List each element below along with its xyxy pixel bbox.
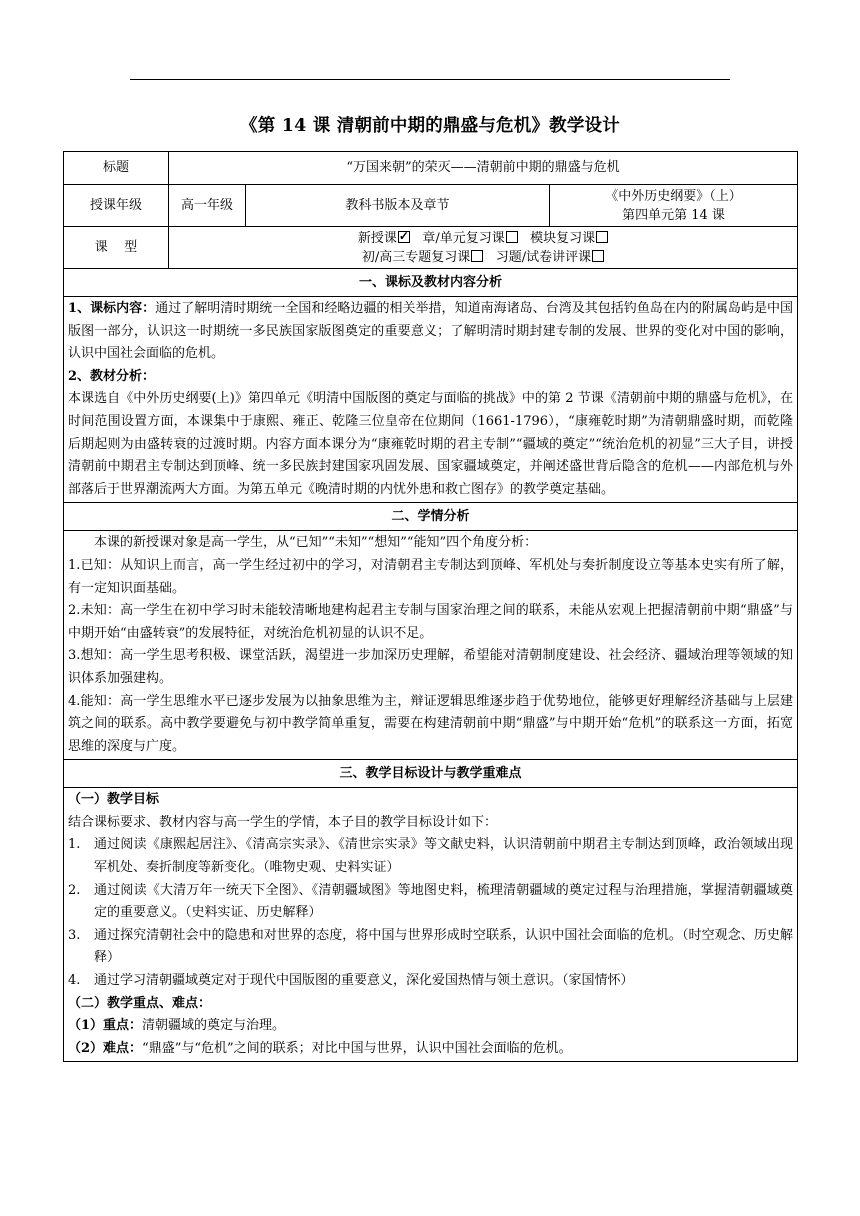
checkbox-icon[interactable] (506, 231, 518, 243)
goal-number: 2. (68, 882, 81, 898)
section3-body-row (64, 788, 798, 1062)
textbook-analysis-label: 2、教材分析： (68, 368, 156, 384)
difficulty-line (68, 1038, 793, 1061)
goal-item (68, 970, 793, 993)
textbook-analysis-text: 本课选自《中外历史纲要(上)》第四单元《明清中国版图的奠定与面临的挑战》中的第 2 节课《清朝前中期的鼎盛与危机》，在时间范围设置方面，本课集中于康熙、雍正、乾隆三位皇帝在位期间（1661-1796），“康雍乾时期”为清朝鼎盛时期，而乾隆后期起则为由盛转衰的过渡时期。内容方面本课分为“康雍乾时期的君主专制”“疆域的奠定”“统治危机的初显”三大子目，讲授清朝前中期君主专制达到顶峰、统一多民族封建国家巩固发展、国家疆域奠定，并阐述盛世背后隐含的危机——内部危机与外部落后于世界潮流两大方面。为第五单元《晚清时期的内忧外患和救亡图存》的教学奠定基础。 (68, 391, 794, 497)
section1-heading: 一、课标及教材内容分析 (64, 269, 798, 297)
key-points-subheading: （二）教学重点、难点： (68, 995, 212, 1011)
grade-label: 授课年级 (64, 185, 169, 227)
goal-text: 通过探究清朝社会中的隐患和对世界的态度，将中国与世界形成时空联系，认识中国社会面临的危机。（时空观念、历史解释） (94, 927, 794, 966)
title-value: “万国来朝”的荣灭——清朝前中期的鼎盛与危机 (169, 152, 798, 185)
section2-heading-row (64, 503, 798, 531)
goals-intro: 结合课标要求、教材内容与高一学生的学情，本子目的教学目标设计如下： (68, 814, 498, 830)
difficulty-text: “鼎盛”与“危机”之间的联系；对比中国与世界，认识中国社会面临的危机。 (142, 1040, 572, 1056)
type-option-topic-review: 初/高三专题复习课 (361, 249, 471, 265)
goals-subheading: （一）教学目标 (68, 792, 160, 808)
type-option-new: 新授课 (357, 230, 397, 246)
textbook-line-2: 第四单元第 14 课 (622, 207, 725, 223)
goal-number: 1. (68, 837, 81, 853)
lesson-plan-table (63, 151, 798, 1062)
header-rule (130, 79, 730, 80)
section2-body-row (64, 531, 798, 760)
key-point-label: （1）重点： (68, 1018, 143, 1034)
learner-intro: 本课的新授课对象是高一学生，从“已知”“未知”“想知”“能知”四个角度分析： (94, 535, 538, 551)
goal-number: 4. (68, 973, 81, 989)
curriculum-text: 通过了解明清时期统一全国和经略边疆的相关举措，知道南海诸岛、台湾及其包括钓鱼岛在内的附属岛屿是中国版图一部分，认识这一时期统一多民族国家版图奠定的重要意义；了解明清时期封建专制的发展、世界的变化对中国的影响，认识中国社会面临的危机。 (68, 301, 794, 362)
type-option-exercise-review: 习题/试卷讲评课 (495, 249, 592, 265)
key-point-line (68, 1015, 793, 1038)
learner-item-want: 3.想知：高一学生思考积极、课堂活跃，渴望进一步加深历史理解，希望能对清朝制度建设、社会经济、疆域治理等领域的知识体系加强建构。 (68, 648, 794, 686)
checkbox-icon[interactable] (471, 250, 483, 262)
title-row (64, 152, 798, 185)
title-label: 标题 (64, 152, 169, 185)
goal-number: 3. (68, 927, 81, 943)
goal-item (68, 834, 793, 879)
goal-text: 通过学习清朝疆域奠定对于现代中国版图的重要意义，深化爱国热情与领土意识。（家国情怀） (94, 973, 634, 989)
key-point-text: 清朝疆域的奠定与治理。 (142, 1018, 286, 1034)
checkbox-checked-icon[interactable] (398, 231, 410, 243)
textbook-value (550, 185, 798, 227)
learner-item-known: 1.已知：从知识上而言，高一学生经过初中的学习，对清朝君主专制达到顶峰、军机处与奏折制度设立等基本史实有所了解，有一定知识面基础。 (68, 557, 794, 596)
difficulty-label: （2）难点： (68, 1040, 143, 1056)
section3-heading: 三、教学目标设计与教学重难点 (64, 760, 798, 788)
checkbox-icon[interactable] (592, 250, 604, 262)
learner-item-unknown: 2.未知：高一学生在初中学习时未能较清晰地建构起君主专制与国家治理之间的联系，未能从宏观上把握清朝前中期“鼎盛”与中期开始“由盛转衰”的发展特征，对统治危机初显的认识不足。 (68, 603, 794, 641)
section2-heading: 二、学情分析 (64, 503, 798, 531)
learner-item-able: 4.能知：高一学生思维水平已逐步发展为以抽象思维为主，辩证逻辑思维逐步趋于优势地位，能够更好理解经济基础与上层建筑之间的联系。高中教学要避免与初中教学简单重复，需要在构建清朝前中期“鼎盛”与中期开始“危机”的联系这一方面，拓宽思维的深度与广度。 (68, 693, 794, 754)
goal-text: 通过阅读《康熙起居注》、《清高宗实录》、《清世宗实录》等文献史料，认识清朝前中期君主专制达到顶峰，政治领域出现军机处、奏折制度等新变化。（唯物史观、史料实证） (94, 837, 794, 876)
textbook-label: 教科书版本及章节 (246, 185, 550, 227)
section2-body (64, 531, 798, 760)
section1-body (64, 297, 798, 503)
textbook-line-1: 《中外历史纲要》（上） (605, 188, 742, 204)
checkbox-icon[interactable] (596, 231, 608, 243)
goal-text: 通过阅读《大清万年一统天下全图》、《清朝疆域图》等地图史料，梳理清朝疆域的奠定过程与治理措施，掌握清朝疆域奠定的重要意义。（史料实证、历史解释） (94, 882, 794, 921)
type-label: 课 型 (64, 227, 169, 269)
type-row (64, 227, 798, 269)
goal-item (68, 880, 793, 925)
type-option-unit-review: 章/单元复习课 (422, 230, 505, 246)
goal-item (68, 925, 793, 970)
curriculum-paragraph (68, 298, 793, 366)
section3-heading-row (64, 760, 798, 788)
document-title: 《第 14 课 清朝前中期的鼎盛与危机》教学设计 (240, 116, 620, 136)
type-option-module-review: 模块复习课 (530, 230, 596, 246)
curriculum-label: 1、课标内容： (68, 301, 156, 316)
section1-heading-row (64, 269, 798, 297)
type-options (169, 227, 798, 269)
grade-row (64, 185, 798, 227)
section1-body-row (64, 297, 798, 503)
grade-value: 高一年级 (169, 185, 246, 227)
section3-body (64, 788, 798, 1062)
